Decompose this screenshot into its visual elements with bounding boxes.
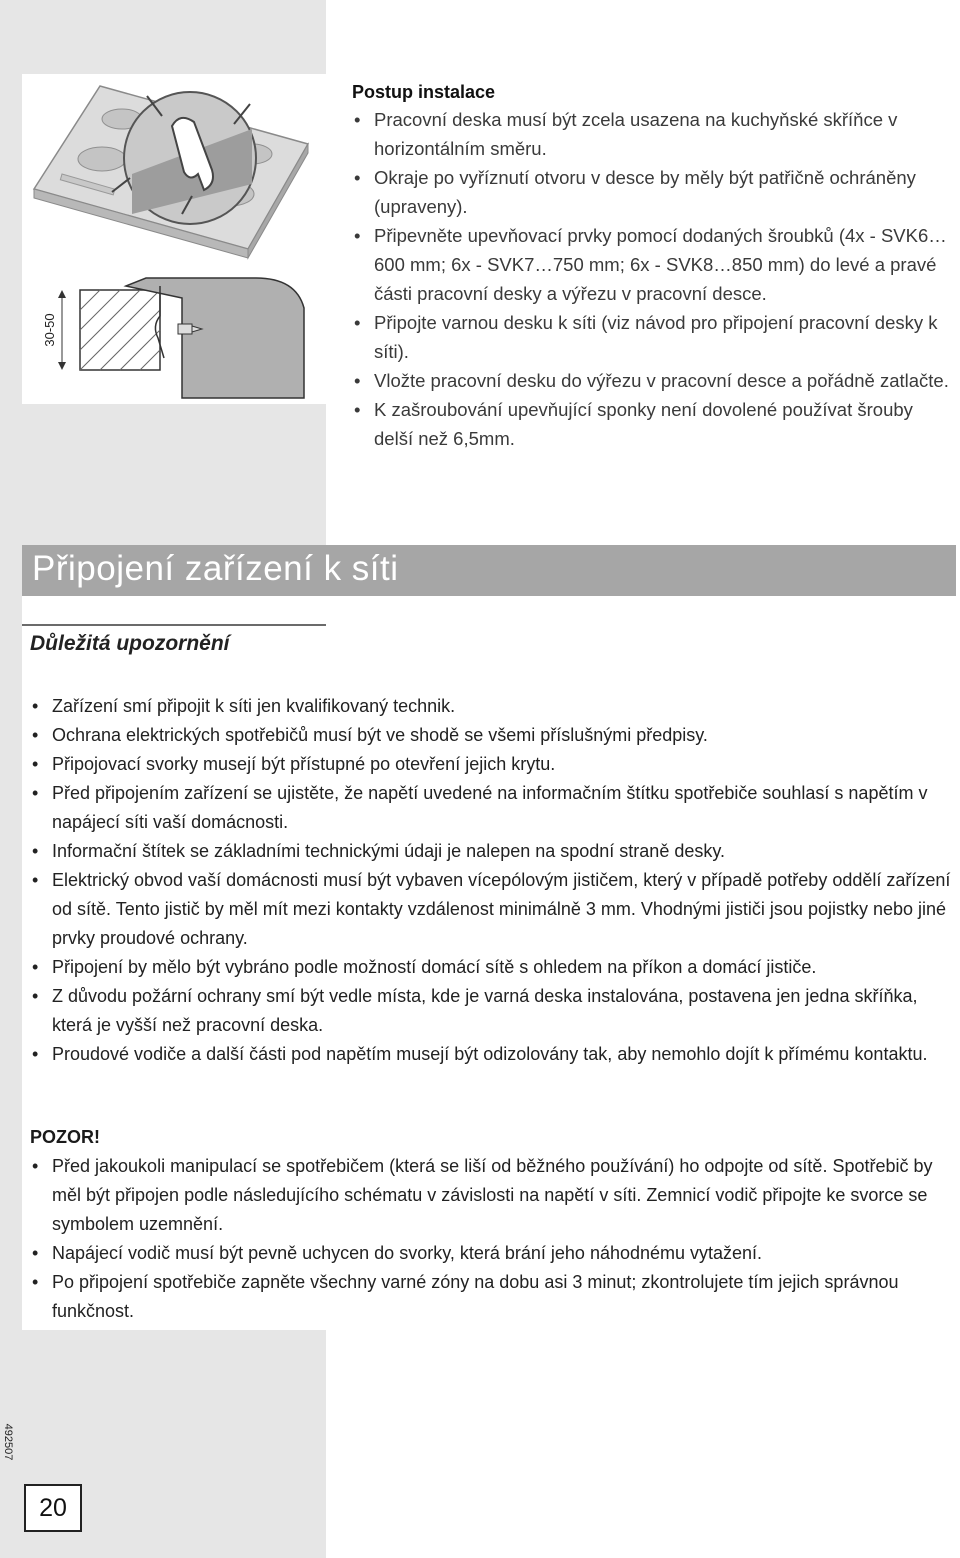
clip-detail-magnifier (124, 92, 256, 224)
list-item: • Okraje po vyříznutí otvoru v desce by měly být patřičně ochráněny (upraveny). (352, 163, 952, 221)
warning-title: POZOR! (30, 1127, 100, 1147)
list-item: • K zašroubování upevňující sponky není dovolené používat šrouby delší než 6,5mm. (352, 395, 952, 453)
list-item: • Před připojením zařízení se ujistěte, že napětí uvedené na informačním štítku spotřebiče souhlasí s napětím v napájecí síti vaší domácnosti. (30, 779, 960, 837)
list-item: • Z důvodu požární ochrany smí být vedle místa, kde je varná deska instalována, postavena jen jedna skříňka, která je vyšší než pracovní deska. (30, 982, 960, 1040)
list-item: • Pracovní deska musí být zcela usazena na kuchyňské skříňce v horizontálním směru. (352, 105, 952, 163)
list-item: • Zařízení smí připojit k síti jen kvalifikovaný technik. (30, 692, 960, 721)
installation-procedure (352, 82, 952, 453)
section-drawing (42, 278, 304, 398)
list-item: • Připojte varnou desku k síti (viz návod pro připojení pracovní desky k síti). (352, 308, 952, 366)
list-item: • Před jakoukoli manipulací se spotřebičem (která se liší od běžného používání) ho odpojte od sítě. Spotřebič by měl být připojen podle následujícího schématu v závislosti na napětí v síti. Zemnicí vodič připojte ke svorce se symbolem uzemnění. (30, 1152, 960, 1239)
list-item: • Informační štítek se základními technickými údaji je nalepen na spodní straně desky. (30, 837, 960, 866)
warning-section (30, 1124, 960, 1326)
important-heading-container (22, 624, 326, 656)
dimension-label: 30-50 (42, 313, 57, 347)
document-code-text: 492507 (2, 1423, 15, 1461)
page-number: 20 (39, 1494, 67, 1522)
document-code (0, 1412, 16, 1472)
section-title: Připojení zařízení k síti (32, 549, 399, 588)
list-item: • Elektrický obvod vaší domácnosti musí být vybaven vícepólovým jističem, který v případě potřeby oddělí zařízení od sítě. Tento jistič by měl mít mezi kontakty vzdálenost minimálně 3 mm. Vhodnými jističi jsou pojistky nebo jiné prvky proudové ochrany. (30, 866, 960, 953)
list-item: • Připojovací svorky musejí být přístupné po otevření jejich krytu. (30, 750, 960, 779)
list-item: • Proudové vodiče a další části pod napětím musejí být odizolovány tak, aby nemohlo dojít k přímému kontaktu. (30, 1040, 960, 1069)
list-item: • Napájecí vodič musí být pevně uchycen do svorky, která brání jeho náhodnému vytažení. (30, 1239, 960, 1268)
page-number-box (24, 1484, 82, 1532)
warning-list (30, 1152, 960, 1326)
list-item: • Vložte pracovní desku do výřezu v pracovní desce a pořádně zatlačte. (352, 366, 952, 395)
important-notes (30, 692, 960, 1069)
installation-list (352, 105, 952, 453)
installation-title: Postup instalace (352, 82, 496, 102)
list-item: • Ochrana elektrických spotřebičů musí být ve shodě se všemi příslušnými předpisy. (30, 721, 960, 750)
list-item: • Připevněte upevňovací prvky pomocí dodaných šroubků (4x - SVK6…600 mm; 6x - SVK7…750 mm; 6x - SVK8…850 mm) do levé a pravé části pracovní desky a výřezu v pracovní desce. (352, 221, 952, 308)
installation-illustration (22, 74, 326, 404)
list-item: • Připojení by mělo být vybráno podle možností domácí sítě s ohledem na příkon a domácí jističe. (30, 953, 960, 982)
list-item: • Po připojení spotřebiče zapněte všechny varné zóny na dobu asi 3 minut; zkontrolujete tím jejich správnou funkčnost. (30, 1268, 960, 1326)
section-title-banner (22, 545, 956, 596)
important-heading: Důležitá upozornění (30, 632, 230, 655)
important-list (30, 692, 960, 1069)
